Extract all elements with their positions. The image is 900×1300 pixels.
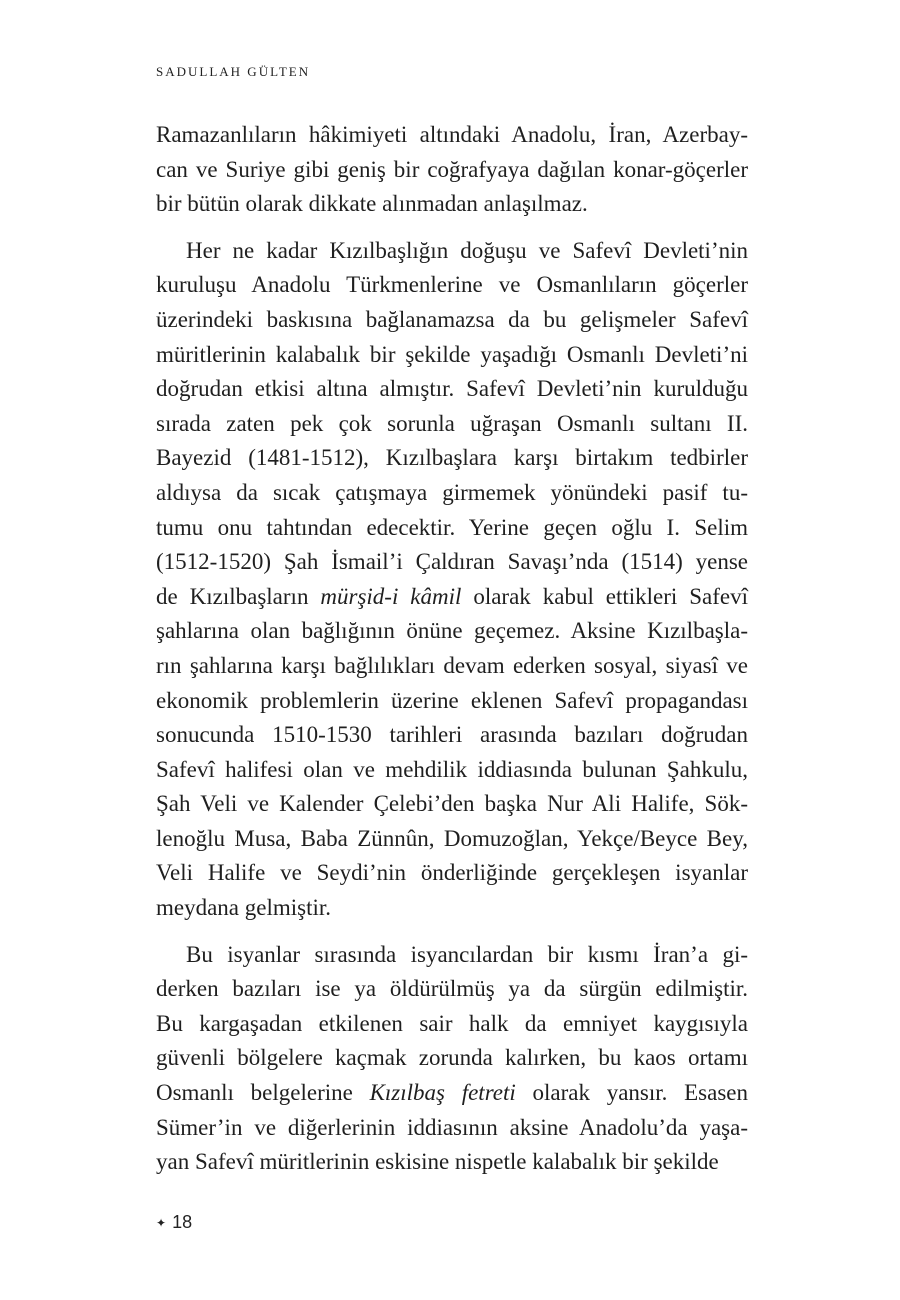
italic-term: Kızılbaş fetreti (369, 1080, 516, 1106)
text-segment: Bayezid (1481-1512), Kızılbaşlara karşı birtakım tedbirler (156, 445, 748, 471)
text-line (156, 153, 748, 188)
text-line (156, 718, 748, 753)
text-segment: meydana gelmiştir. (156, 895, 332, 921)
page-number: 18 (172, 1212, 193, 1232)
text-line (156, 1076, 748, 1111)
text-segment: ekonomik problemlerin üzerine eklenen Safevî propagandası (156, 687, 748, 713)
text-segment: Osmanlı belgelerine (156, 1080, 370, 1106)
text-segment: Safevî halifesi olan ve mehdilik iddiasında bulunan Şahkulu, (156, 756, 748, 782)
text-segment: sırada zaten pek çok sorunla uğraşan Osmanlı sultanı II. (156, 410, 748, 436)
text-line (156, 476, 748, 511)
text-segment: Şah Veli ve Kalender Çelebi’den başka Nur Ali Halife, Sök- (156, 791, 748, 817)
text-line (156, 234, 748, 269)
text-segment: rın şahlarına karşı bağlılıkları devam ederken sosyal, siyasî ve (156, 652, 748, 678)
text-line (156, 614, 748, 649)
text-line (156, 268, 748, 303)
text-line (156, 441, 748, 476)
text-segment: bir bütün olarak dikkate alınmadan anlaşılmaz. (156, 191, 588, 217)
text-segment: aldıysa da sıcak çatışmaya girmemek yönündeki pasif tu- (156, 479, 748, 505)
text-segment: derken bazıları ise ya öldürülmüş ya da sürgün edilmiştir. (156, 976, 748, 1002)
text-line (156, 580, 748, 615)
text-segment: lenoğlu Musa, Baba Zünnûn, Domuzoğlan, Yekçe/Beyce Bey, (156, 825, 748, 851)
text-line (156, 338, 748, 373)
text-line (156, 187, 748, 222)
text-line (156, 684, 748, 719)
text-segment: Veli Halife ve Seydi’nin önderliğinde gerçekleşen isyanlar (156, 860, 748, 886)
text-segment: Sümer’in ve diğerlerinin iddiasının aksine Anadolu’da yaşa- (156, 1114, 748, 1140)
page-folio (156, 1212, 192, 1233)
text-line (156, 1041, 748, 1076)
folio-ornament-icon: ✦ (156, 1216, 167, 1230)
text-segment: yan Safevî müritlerinin eskisine nispetle kalabalık bir şekilde (156, 1149, 719, 1175)
text-segment: olarak kabul ettikleri Safevî (461, 583, 748, 609)
text-line (156, 649, 748, 684)
text-segment: kuruluşu Anadolu Türkmenlerine ve Osmanlıların göçerler (156, 272, 748, 298)
text-segment: doğrudan etkisi altına almıştır. Safevî Devleti’nin kurulduğu (156, 376, 748, 402)
text-segment: Her ne kadar Kızılbaşlığın doğuşu ve Safevî Devleti’nin (186, 237, 748, 263)
text-line (156, 856, 748, 891)
italic-term: mürşid-i kâmil (320, 583, 462, 609)
text-segment: üzerindeki baskısına bağlanamazsa da bu gelişmeler Safevî (156, 306, 748, 332)
text-segment: sonucunda 1510-1530 tarihleri arasında bazıları doğrudan (156, 722, 748, 748)
body-text (156, 118, 748, 1180)
text-line (156, 303, 748, 338)
text-segment: müritlerinin kalabalık bir şekilde yaşadığı Osmanlı Devleti’ni (156, 341, 748, 367)
running-head: SADULLAH GÜLTEN (156, 64, 311, 79)
text-line (156, 372, 748, 407)
text-segment: de Kızılbaşların (156, 583, 321, 609)
text-line (156, 511, 748, 546)
text-line (156, 822, 748, 857)
text-segment: Bu kargaşadan etkilenen sair halk da emniyet kaygısıyla (156, 1010, 748, 1036)
text-segment: Ramazanlıların hâkimiyeti altındaki Anadolu, İran, Azerbay- (156, 122, 748, 147)
text-segment: güvenli bölgelere kaçmak zorunda kalırken, bu kaos ortamı (156, 1045, 748, 1071)
text-line (156, 118, 748, 153)
text-line (156, 753, 748, 788)
text-line (156, 407, 748, 442)
paragraph (156, 234, 748, 926)
paragraph (156, 118, 748, 222)
text-segment: tumu onu tahtından edecektir. Yerine geçen oğlu I. Selim (156, 514, 748, 540)
text-line (156, 787, 748, 822)
text-segment: şahlarına olan bağlığının önüne geçemez. Aksine Kızılbaşla- (156, 618, 748, 644)
text-line (156, 1007, 748, 1042)
paragraph (156, 938, 748, 1180)
text-segment: olarak yansır. Esasen (515, 1080, 748, 1106)
text-segment: can ve Suriye gibi geniş bir coğrafyaya dağılan konar-göçerler (156, 156, 748, 182)
text-line (156, 938, 748, 973)
text-line (156, 545, 748, 580)
text-line (156, 972, 748, 1007)
text-segment: (1512-1520) Şah İsmail’i Çaldıran Savaşı’nda (1514) yense (156, 549, 748, 575)
text-line (156, 1145, 748, 1180)
text-segment: Bu isyanlar sırasında isyancılardan bir kısmı İran’a gi- (186, 941, 748, 967)
text-line (156, 1111, 748, 1146)
text-line (156, 891, 748, 926)
